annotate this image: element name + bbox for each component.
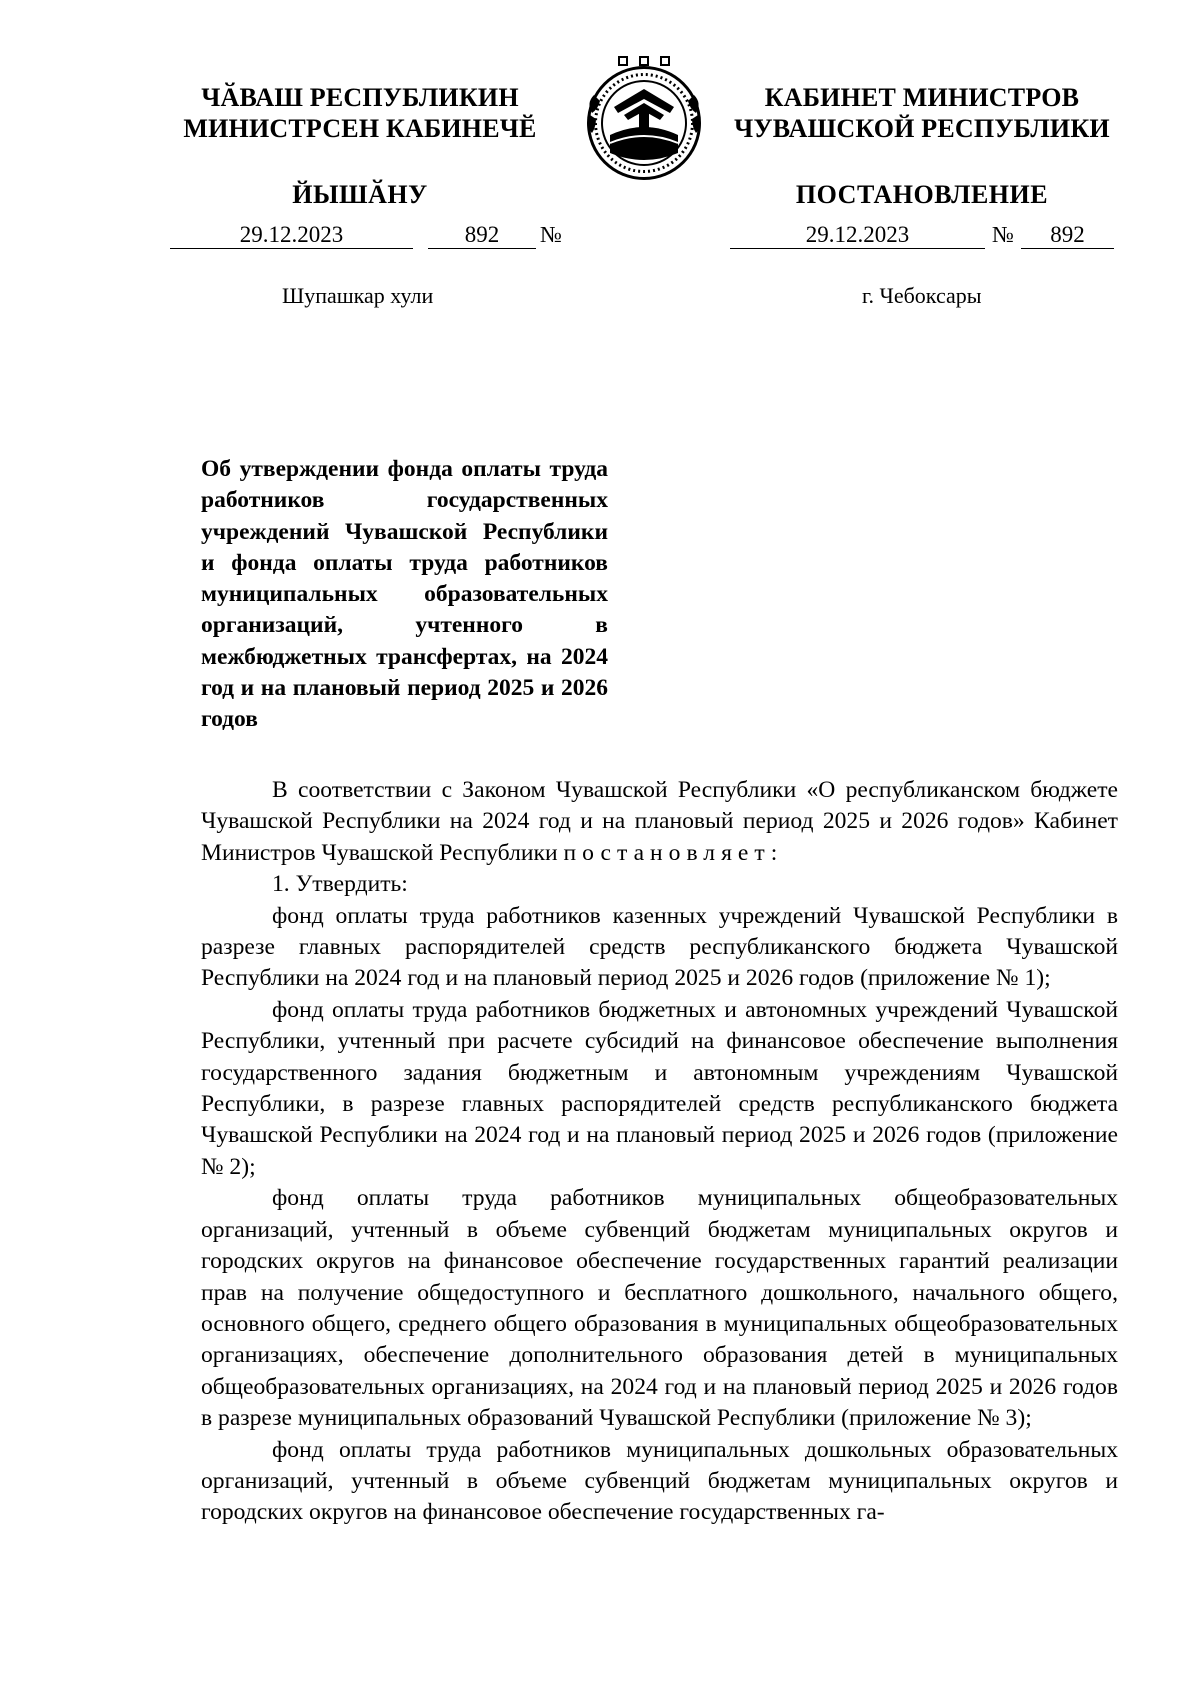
preamble-resolves: постановляет:: [563, 839, 784, 866]
left-date: 29.12.2023: [170, 222, 413, 249]
right-org-line1: КАБИНЕТ МИНИСТРОВ: [764, 83, 1080, 112]
preamble-text: В соответствии с Законом Чувашской Республики «О республиканском бюджете Чувашской Республики на 2024 год и на плановый период 2025 и 2026 годов» Кабинет Министров Чувашской Республики: [201, 777, 1118, 866]
left-org-line2: МИНИСТРСЕН КАБИНЕЧӖ: [183, 114, 537, 143]
stars-icon: [618, 56, 670, 66]
paragraph-appendix-4: фонд оплаты труда работников муниципальных дошкольных образовательных организаций, учтенный в объеме субвенций бюджетам муниципальных округов и городских округов на финансовое обеспечение государственных га-: [201, 1436, 1118, 1526]
right-place: г. Чебоксары: [862, 283, 982, 308]
header-right: [722, 82, 1122, 210]
right-number: 892: [1021, 222, 1114, 249]
right-number-sign: №: [992, 222, 1014, 247]
right-act-title: ПОСТАНОВЛЕНИЕ: [795, 180, 1049, 209]
document-title: Об утверждении фонда оплаты труда работников государственных учреждений Чувашской Республики и фонда оплаты труда работников муниципальных образовательных организаций, учтенного в межбюджетных трансфертах, на 2024 год и на плановый период 2025 и 2026 годов: [201, 456, 608, 733]
paragraph-appendix-1: фонд оплаты труда работников казенных учреждений Чувашской Республики в разрезе главных распорядителей средств республиканского бюджета Чувашской Республики на 2024 год и на плановый период 2025 и 2026 годов (приложение № 1);: [201, 902, 1118, 992]
chuvash-coat-of-arms-icon: [580, 55, 708, 183]
left-number-sign: №: [540, 222, 562, 247]
header-left: [160, 82, 560, 210]
right-date: 29.12.2023: [730, 222, 985, 249]
left-org-line1: ЧӐВАШ РЕСПУБЛИКИН: [201, 83, 519, 112]
paragraph-appendix-3: фонд оплаты труда работников муниципальных общеобразовательных организаций, учтенный в объеме субвенций бюджетам муниципальных округов и городских округов на финансовое обеспечение государственных гарантий реализации прав на получение общедоступного и бесплатного дошкольного, начального общего, основного общего, среднего общего образования в муниципальных общеобразовательных организациях, обеспечение дополнительного образования детей в муниципальных общеобразовательных организациях, на 2024 год и на плановый период 2025 и 2026 годов в разрезе муниципальных образований Чувашской Республики (приложение № 3);: [201, 1185, 1118, 1432]
left-place: Шупашкар хули: [282, 283, 434, 308]
left-number: 892: [428, 222, 536, 249]
paragraph-preamble: [201, 775, 1118, 869]
paragraph-item-1: 1. Утвердить:: [272, 871, 408, 898]
left-act-title: ЙЫШӐНУ: [292, 180, 428, 209]
paragraph-appendix-2: фонд оплаты труда работников бюджетных и автономных учреждений Чувашской Республики, учтенный при расчете субсидий на финансовое обеспечение выполнения государственного задания бюджетным и автономным учреждениям Чувашской Республики, в разрезе главных распорядителей средств республиканского бюджета Чувашской Республики на 2024 год и на плановый период 2025 и 2026 годов (приложение № 2);: [201, 996, 1118, 1180]
right-org-line2: ЧУВАШСКОЙ РЕСПУБЛИКИ: [734, 114, 1110, 143]
document-body: [201, 775, 1118, 1529]
